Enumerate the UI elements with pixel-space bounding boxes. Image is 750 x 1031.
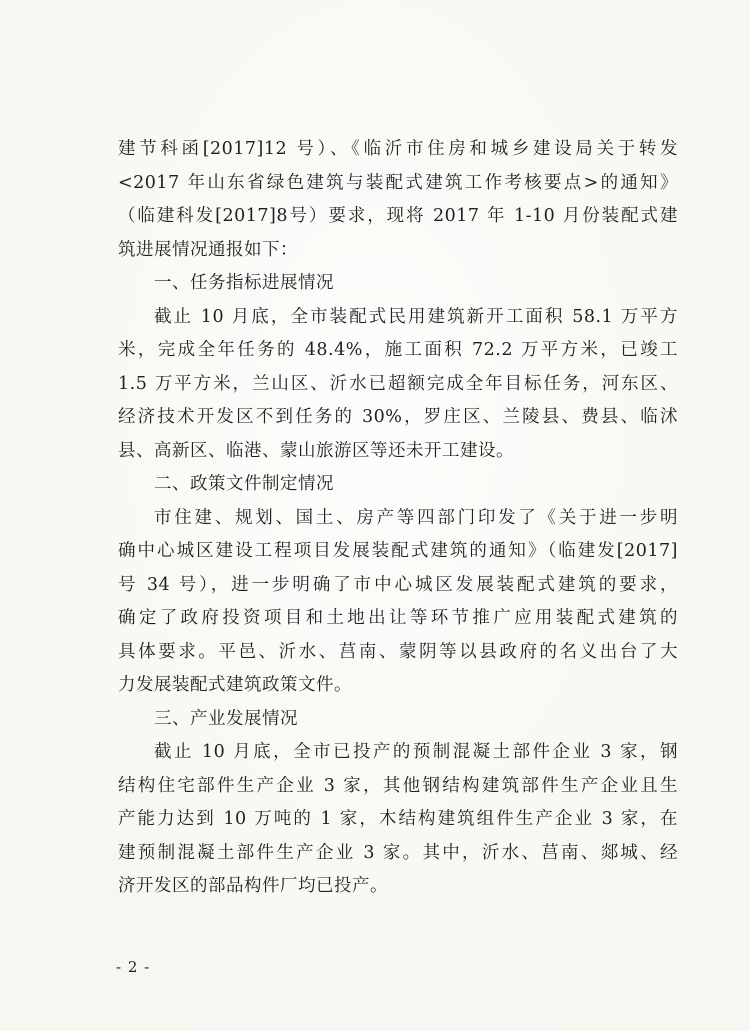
document-body <box>118 133 678 904</box>
body-line: 市住建、规划、国土、房产等四部门印发了《关于进一步明 <box>154 507 678 528</box>
body-line: 结构住宅部件生产企业 3 家，其他钢结构建筑部件生产企业且生 <box>118 775 678 796</box>
section-heading-1: 一、任务指标进展情况 <box>154 273 334 293</box>
body-line: 经济技术开发区不到任务的 30%，罗庄区、兰陵县、费县、临沭 <box>118 407 678 427</box>
body-line: 力发展装配式建筑政策文件。 <box>118 675 352 695</box>
body-line: 产能力达到 10 万吨的 1 家，木结构建筑组件生产企业 3 家，在 <box>118 809 678 829</box>
body-line: 确定了政府投资项目和土地出让等环节推广应用装配式建筑的 <box>118 608 678 628</box>
body-line: 筑进展情况通报如下： <box>118 239 298 260</box>
body-line: 确中心城区建设工程项目发展装配式建筑的通知》（临建发[2017] <box>118 541 678 561</box>
body-line: <2017 年山东省绿色建筑与装配式建筑工作考核要点>的通知》 <box>118 172 678 193</box>
body-line: 截止 10 月底，全市已投产的预制混凝土部件企业 3 家，钢 <box>154 742 678 762</box>
body-line: 建预制混凝土部件生产企业 3 家。其中，沂水、莒南、郯城、经 <box>118 842 678 863</box>
section-heading-2: 二、政策文件制定情况 <box>154 474 334 494</box>
body-line: 1.5 万平方米，兰山区、沂水已超额完成全年目标任务，河东区、 <box>118 373 678 394</box>
body-line: 县、高新区、临港、蒙山旅游区等还未开工建设。 <box>118 440 514 461</box>
body-line: 截止 10 月底，全市装配式民用建筑新开工面积 58.1 万平方 <box>154 306 678 327</box>
section-heading-3: 三、产业发展情况 <box>154 708 298 729</box>
body-line: 济开发区的部品构件厂均已投产。 <box>118 876 388 896</box>
body-line: 号 34 号），进一步明确了市中心城区发展装配式建筑的要求， <box>118 574 678 595</box>
body-line: 具体要求。平邑、沂水、莒南、蒙阴等以县政府的名义出台了大 <box>118 641 678 662</box>
body-line: （临建科发[2017]8号）要求，现将 2017 年 1-10 月份装配式建 <box>118 206 678 226</box>
page-number: - 2 - <box>116 958 151 976</box>
body-line: 建节科函[2017]12 号）、《临沂市住房和城乡建设局关于转发 <box>118 139 678 159</box>
body-line: 米，完成全年任务的 48.4%，施工面积 72.2 万平方米，已竣工 <box>118 340 678 360</box>
